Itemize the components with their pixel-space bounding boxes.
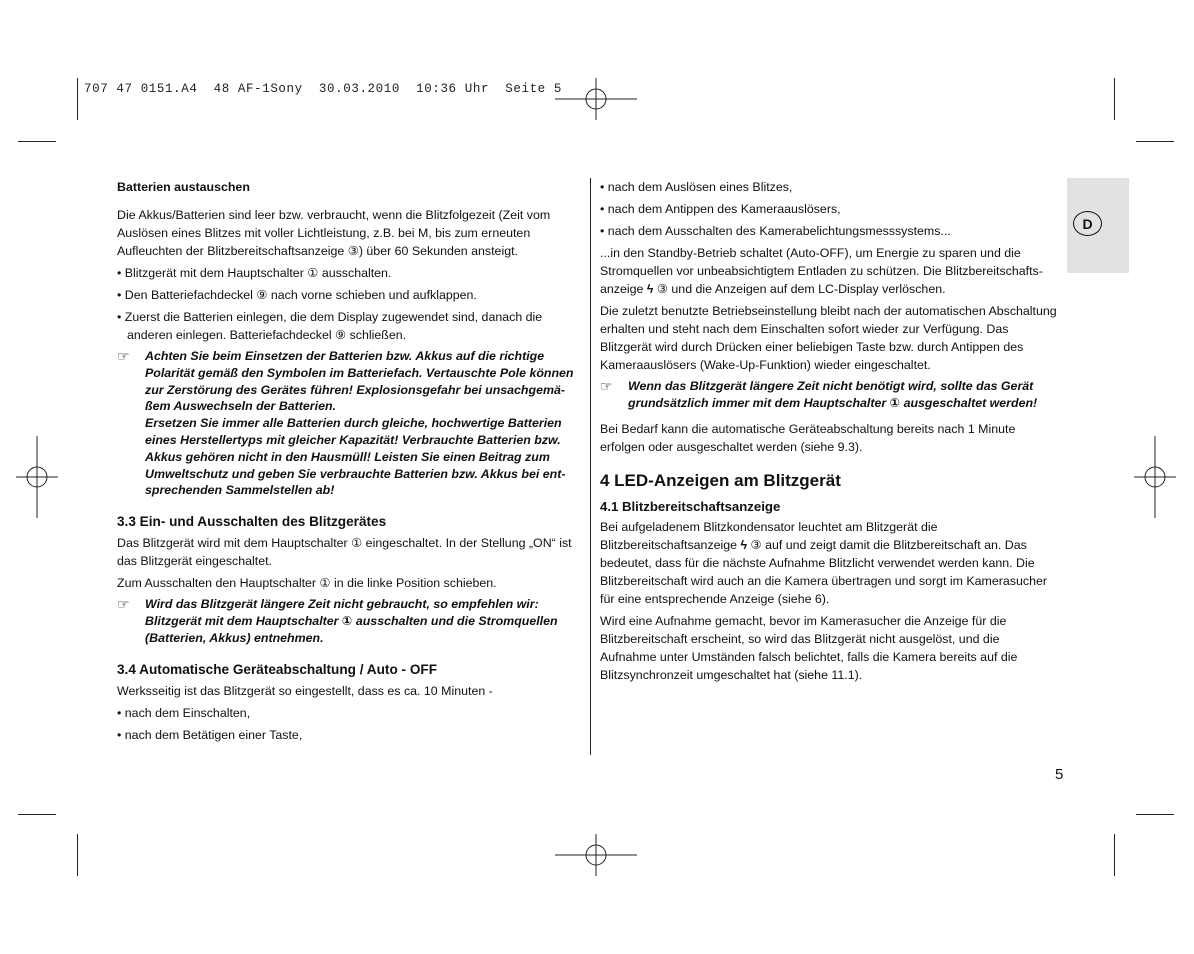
paragraph: Bei Bedarf kann die automatische Geräteabschaltung bereits nach 1 Minute erfolgen oder ausgeschaltet werden (siehe 9.3). <box>600 421 1016 454</box>
paragraph: Die zuletzt benutzte Betriebseinstellung bleibt nach der automatischen Abschaltung erhalten und steht nach dem Einschalten sofort wieder zur Verfügung. Das Blitzgerät wird durch Drücken einer beliebigen Taste bzw. durch Antippen des Kameraauslösers (Wake-Up-Funktion) wieder eingeschaltet. <box>600 304 1057 372</box>
list-item: • Blitzgerät mit dem Hauptschalter ① ausschalten. <box>117 266 392 280</box>
note-text: Ersetzen Sie immer alle Batterien durch gleiche, hochwertige Batterien eines Herstellertyps mit gleicher Kapazität! Verbrauchte Batterien bzw. Akkus gehören nicht in den Hausmüll! Leisten Sie einen Beitrag zum Umweltschutz und geben Sie verbrauchte Batterien bzw. Akkus bei ent-sprechenden Sammelstellen ab! <box>145 416 566 498</box>
list-item: • nach dem Auslösen eines Blitzes, <box>600 180 793 194</box>
standby-paragraph: ...in den Standby-Betrieb schaltet (Auto-OFF), um Energie zu sparen und die Stromquellen vor unbeabsichtigtem Entladen zu schützen. Die Blitzbereitschafts-anzeige ϟ ③ und die Anzeigen auf dem LC-Display verlöschen. <box>600 246 1043 296</box>
paragraph: Zum Ausschalten den Hauptschalter ① in die linke Position schieben. <box>117 576 497 591</box>
battery-warning-note <box>117 348 579 499</box>
paragraph: Das Blitzgerät wird mit dem Hauptschalter ① eingeschaltet. In der Stellung „ON“ ist das Blitzgerät eingeschaltet. <box>117 536 572 569</box>
section-3-4-title: 3.4 Automatische Geräteabschaltung / Auto - OFF <box>117 661 438 677</box>
right-column <box>600 178 1058 688</box>
print-header: 707 47 0151.A4 48 AF-1Sony 30.03.2010 10:36 Uhr Seite 5 <box>84 82 562 96</box>
note-text: Wird das Blitzgerät längere Zeit nicht gebraucht, so empfehlen wir: Blitzgerät mit dem Hauptschalter ① ausschalten und die Stromquellen (Batterien, Akkus) entnehmen. <box>145 597 558 645</box>
list-item: • nach dem Ausschalten des Kamerabelichtungsmesssystems... <box>600 224 951 238</box>
registration-mark-top <box>555 78 637 120</box>
storage-note <box>117 596 579 646</box>
pointing-hand-icon: ☞ <box>117 596 130 613</box>
list-item: • Den Batteriefachdeckel ⑨ nach vorne schieben und aufklappen. <box>117 288 477 302</box>
list-item: • nach dem Einschalten, <box>117 705 251 720</box>
flash-icon: ϟ <box>646 282 654 296</box>
left-column <box>117 178 579 748</box>
pointing-hand-icon: ☞ <box>117 348 130 364</box>
paragraph: Bei aufgeladenem Blitzkondensator leuchtet am Blitzgerät die Blitzbereitschaftsanzeige ϟ ③ auf und zeigt damit die Blitzbereitschaft an. Das bedeutet, dass für die nächste Aufnahme Blitzlicht verwendet werden kann. Die Blitzbereitschaft wird auch an die Kamera übertragen und sorgt im Kamerasucher für eine entsprechende Anzeige (siehe 6). <box>600 519 1047 606</box>
section-3-3-title: 3.3 Ein- und Ausschalten des Blitzgerätes <box>117 514 387 530</box>
note-text: Wenn das Blitzgerät längere Zeit nicht benötigt wird, sollte das Gerät grundsätzlich immer mit dem Hauptschalter ① ausgeschaltet werden! <box>628 379 1038 410</box>
registration-mark-bottom <box>555 834 637 876</box>
registration-mark-right <box>1134 436 1176 518</box>
flash-icon: ϟ <box>740 537 748 552</box>
column-divider <box>590 178 591 755</box>
battery-section-title: Batterien austauschen <box>117 180 250 194</box>
list-item: • Zuerst die Batterien einlegen, die dem Display zugewendet sind, danach die anderen einlegen. Batteriefachdeckel ⑨ schließen. <box>117 310 543 342</box>
paragraph: Werksseitig ist das Blitzgerät so eingestellt, dass es ca. 10 Minuten - <box>117 683 493 698</box>
list-item: • nach dem Betätigen einer Taste, <box>117 727 303 742</box>
registration-mark-left <box>16 436 58 518</box>
language-tab-label: D <box>1073 211 1102 236</box>
section-4-1-title: 4.1 Blitzbereitschaftsanzeige <box>600 498 781 514</box>
switch-off-note <box>600 378 1058 412</box>
battery-intro: Die Akkus/Batterien sind leer bzw. verbraucht, wenn die Blitzfolgezeit (Zeit vom Auslösen eines Blitzes mit voller Lichtleistung, z.B. bei M, bis zum erneuten Aufleuchten der Blitzbereitschaftsanzeige ③) über 60 Sekunden ansteigt. <box>117 208 551 258</box>
page-number: 5 <box>1055 766 1064 783</box>
list-item: • nach dem Antippen des Kameraauslösers, <box>600 202 841 216</box>
section-4-title: 4 LED-Anzeigen am Blitzgerät <box>600 470 841 490</box>
paragraph: Wird eine Aufnahme gemacht, bevor im Kamerasucher die Anzeige für die Blitzbereitschaft erscheint, so wird das Blitzgerät nicht ausgelöst, und die Aufnahme unter Umständen falsch belichtet, falls die Kamera bereits auf die Blitzsynchronzeit umgeschaltet hat (siehe 11.1). <box>600 613 1018 682</box>
note-text: Achten Sie beim Einsetzen der Batterien bzw. Akkus auf die richtige Polarität gemäß den Symbolen im Batteriefach. Vertauschte Pole können zur Zerstörung des Gerätes führen! Explosionsgefahr bei unsachgemä-ßem Auswechseln der Batterien. <box>145 349 574 414</box>
pointing-hand-icon: ☞ <box>600 378 613 394</box>
